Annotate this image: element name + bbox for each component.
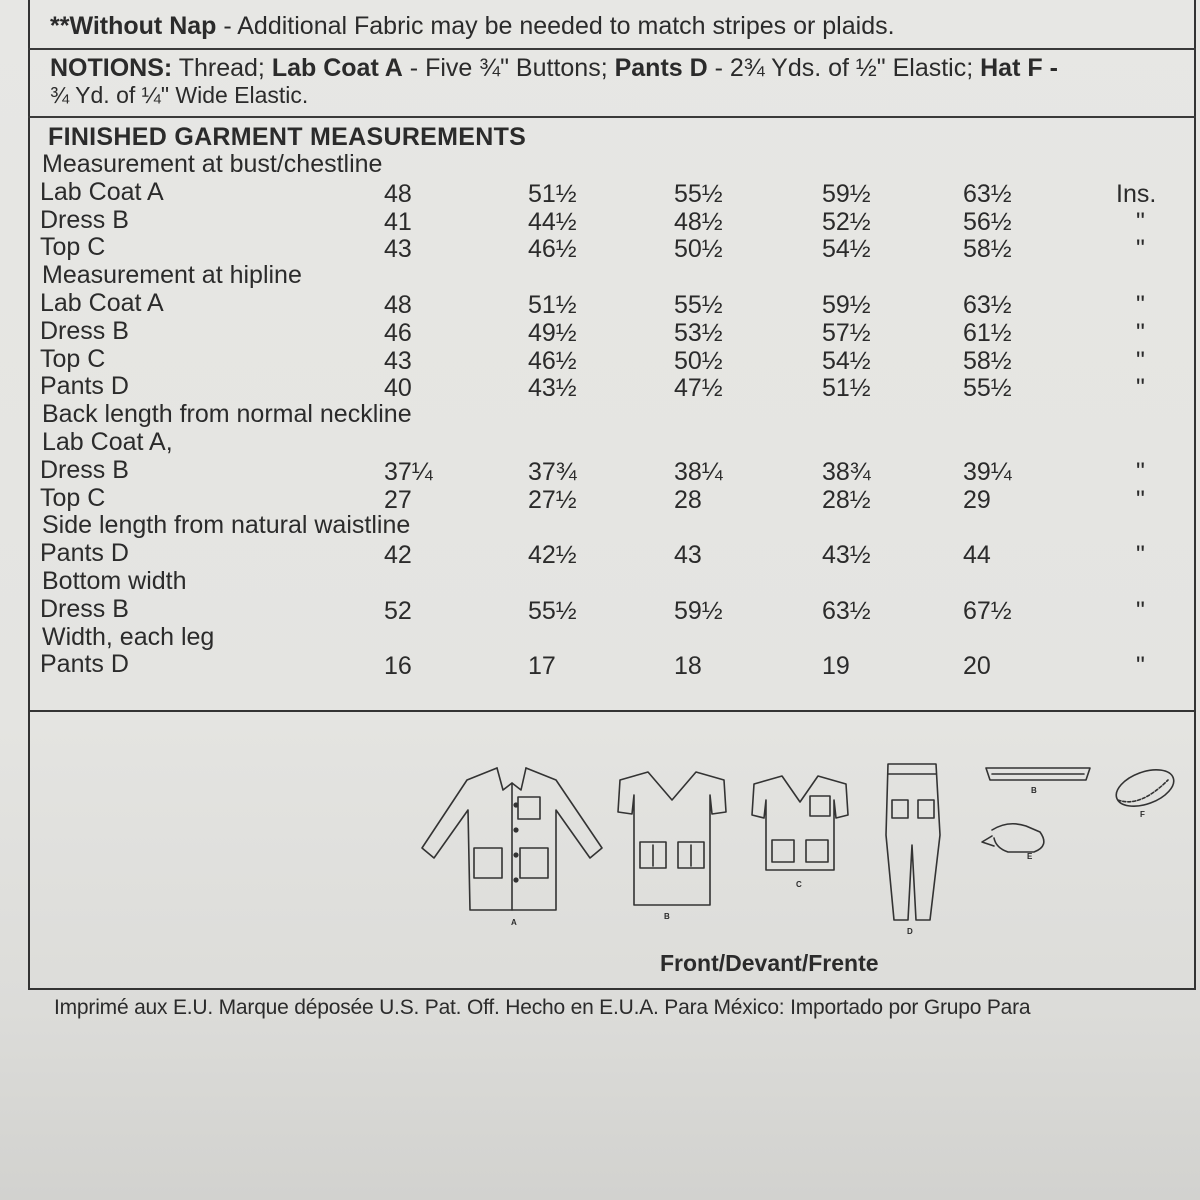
measurement-value: 55½ — [674, 291, 723, 319]
notions-labcoat-label: Lab Coat A — [271, 54, 403, 82]
measurement-value: 57½ — [822, 318, 871, 347]
unit-mark: " — [1136, 207, 1145, 236]
garment-label: Lab Coat A — [40, 177, 164, 206]
measurement-value: 37¼ — [384, 457, 433, 486]
measurement-value: 38¼ — [674, 457, 723, 486]
notions-text-3: - 2¾ Yds. of ½" Elastic; — [707, 54, 981, 82]
measurement-value: 42 — [384, 541, 412, 570]
garment-label: Dress B — [40, 205, 129, 234]
unit-mark: " — [1136, 374, 1145, 403]
garment-label: Top C — [40, 233, 106, 262]
garment-label: Pants D — [40, 372, 129, 401]
unit-mark: " — [1136, 652, 1145, 681]
measurement-value: 37¾ — [528, 457, 577, 486]
measurement-value: 29 — [963, 485, 991, 514]
measurement-value: 43½ — [822, 541, 871, 570]
measurement-value: 28 — [674, 485, 702, 514]
unit-mark: Ins. — [1116, 179, 1157, 208]
measurement-value: 43 — [674, 541, 702, 570]
unit-mark: " — [1136, 485, 1145, 514]
legal-footer: Imprimé aux E.U. Marque déposée U.S. Pat. Off. Hecho en E.U.A. Para México: Importado por Grupo Para — [54, 996, 1031, 1019]
measurement-value: 51½ — [528, 291, 577, 319]
notions-text-1: Thread; — [172, 54, 272, 82]
measurement-heading: Measurement at bust/chestline — [42, 150, 383, 178]
garment-label: Lab Coat A — [40, 289, 164, 317]
measurement-value: 63½ — [963, 291, 1012, 319]
measurement-value: 48 — [384, 179, 412, 208]
measurement-value: 43 — [384, 346, 412, 375]
measurement-value: 43½ — [528, 374, 577, 403]
unit-mark: " — [1136, 457, 1145, 486]
garment-label: Pants D — [40, 650, 129, 679]
measurement-value: 48 — [384, 291, 412, 319]
measurement-value: 63½ — [822, 596, 871, 625]
view-caption: Front/Devant/Frente — [660, 950, 879, 976]
measurement-value: 46½ — [528, 346, 577, 375]
measurement-value: 67½ — [963, 596, 1012, 625]
unit-mark: " — [1136, 235, 1145, 264]
notions-label: NOTIONS: — [50, 54, 173, 82]
garment-label: Dress B — [40, 455, 129, 484]
garment-label-d: D — [907, 927, 913, 936]
measurement-value: 58½ — [963, 235, 1012, 264]
measurement-heading: Width, each leg — [42, 622, 215, 651]
measurement-value: 56½ — [963, 207, 1012, 236]
measurement-value: 20 — [963, 652, 991, 681]
measurement-value: 46 — [384, 318, 412, 347]
unit-mark: " — [1136, 346, 1145, 375]
measurement-value: 59½ — [674, 596, 723, 625]
measurement-value: 38¾ — [822, 457, 871, 486]
garment-label-a: A — [511, 918, 517, 927]
measurement-value: 27 — [384, 485, 412, 514]
measurement-value: 49½ — [528, 318, 577, 347]
unit-mark: " — [1136, 541, 1145, 570]
without-nap-label: **Without Nap — [50, 12, 217, 40]
garment-label-b: B — [664, 912, 670, 921]
unit-mark: " — [1136, 291, 1145, 319]
measurement-value: 18 — [674, 652, 702, 681]
measurement-value: 27½ — [528, 485, 577, 514]
garment-label-c: C — [796, 880, 802, 889]
measurement-value: 55½ — [963, 374, 1012, 403]
measurement-heading: Bottom width — [42, 567, 187, 595]
notions-line-2: ¾ Yd. of ¼" Wide Elastic. — [50, 82, 309, 108]
measurement-value: 63½ — [963, 179, 1012, 208]
garment-label-f: F — [1140, 810, 1145, 819]
measurement-value: 61½ — [963, 318, 1012, 347]
measurement-heading: Lab Coat A, — [42, 428, 173, 456]
measurement-value: 39¼ — [963, 457, 1012, 486]
measurement-value: 17 — [528, 652, 556, 681]
unit-mark: " — [1136, 596, 1145, 625]
measurement-value: 41 — [384, 207, 412, 236]
measurement-value: 51½ — [528, 179, 577, 208]
measurement-value: 51½ — [822, 374, 871, 403]
measurement-value: 42½ — [528, 541, 577, 570]
garment-label: Dress B — [40, 594, 129, 623]
measurement-value: 55½ — [674, 179, 723, 208]
measurement-value: 43 — [384, 235, 412, 264]
notions-hat-label: Hat F - — [980, 54, 1058, 82]
measurement-value: 47½ — [674, 374, 723, 403]
lab-coat-drawing — [422, 768, 602, 910]
pants-drawing — [886, 764, 940, 920]
cap-drawing — [982, 824, 1044, 852]
dress-drawing — [618, 772, 726, 905]
measurement-value: 54½ — [822, 346, 871, 375]
garment-label: Dress B — [40, 316, 129, 345]
measurement-value: 50½ — [674, 235, 723, 264]
measurement-value: 19 — [822, 652, 850, 681]
measurement-value: 40 — [384, 374, 412, 403]
garment-label-b-headband: B — [1031, 786, 1037, 795]
unit-mark: " — [1136, 318, 1145, 347]
notions-text-2: - Five ¾" Buttons; — [402, 54, 615, 82]
garment-label-e: E — [1027, 852, 1033, 861]
measurement-value: 28½ — [822, 485, 871, 514]
measurement-value: 55½ — [528, 596, 577, 625]
measurement-value: 44 — [963, 541, 991, 570]
measurement-value: 50½ — [674, 346, 723, 375]
measurements-title: FINISHED GARMENT MEASUREMENTS — [48, 123, 527, 151]
measurement-value: 48½ — [674, 207, 723, 236]
measurement-value: 59½ — [822, 179, 871, 208]
measurement-value: 44½ — [528, 207, 577, 236]
measurement-heading: Side length from natural waistline — [42, 511, 411, 540]
measurement-value: 59½ — [822, 291, 871, 319]
measurement-value: 54½ — [822, 235, 871, 264]
garment-label: Top C — [40, 344, 106, 373]
hat-drawing — [1111, 763, 1178, 814]
measurement-value: 46½ — [528, 235, 577, 264]
measurement-heading: Measurement at hipline — [42, 261, 302, 290]
measurement-value: 58½ — [963, 346, 1012, 375]
notions-pants-label: Pants D — [614, 54, 708, 82]
measurement-value: 16 — [384, 652, 412, 681]
without-nap-text: - Additional Fabric may be needed to match stripes or plaids. — [216, 12, 895, 40]
headband-drawing — [986, 768, 1090, 780]
top-drawing — [752, 776, 848, 870]
measurement-heading: Back length from normal neckline — [42, 400, 412, 429]
garment-label: Pants D — [40, 539, 129, 568]
measurement-value: 52 — [384, 596, 412, 625]
garment-label: Top C — [40, 483, 106, 512]
measurement-value: 53½ — [674, 318, 723, 347]
measurement-value: 52½ — [822, 207, 871, 236]
